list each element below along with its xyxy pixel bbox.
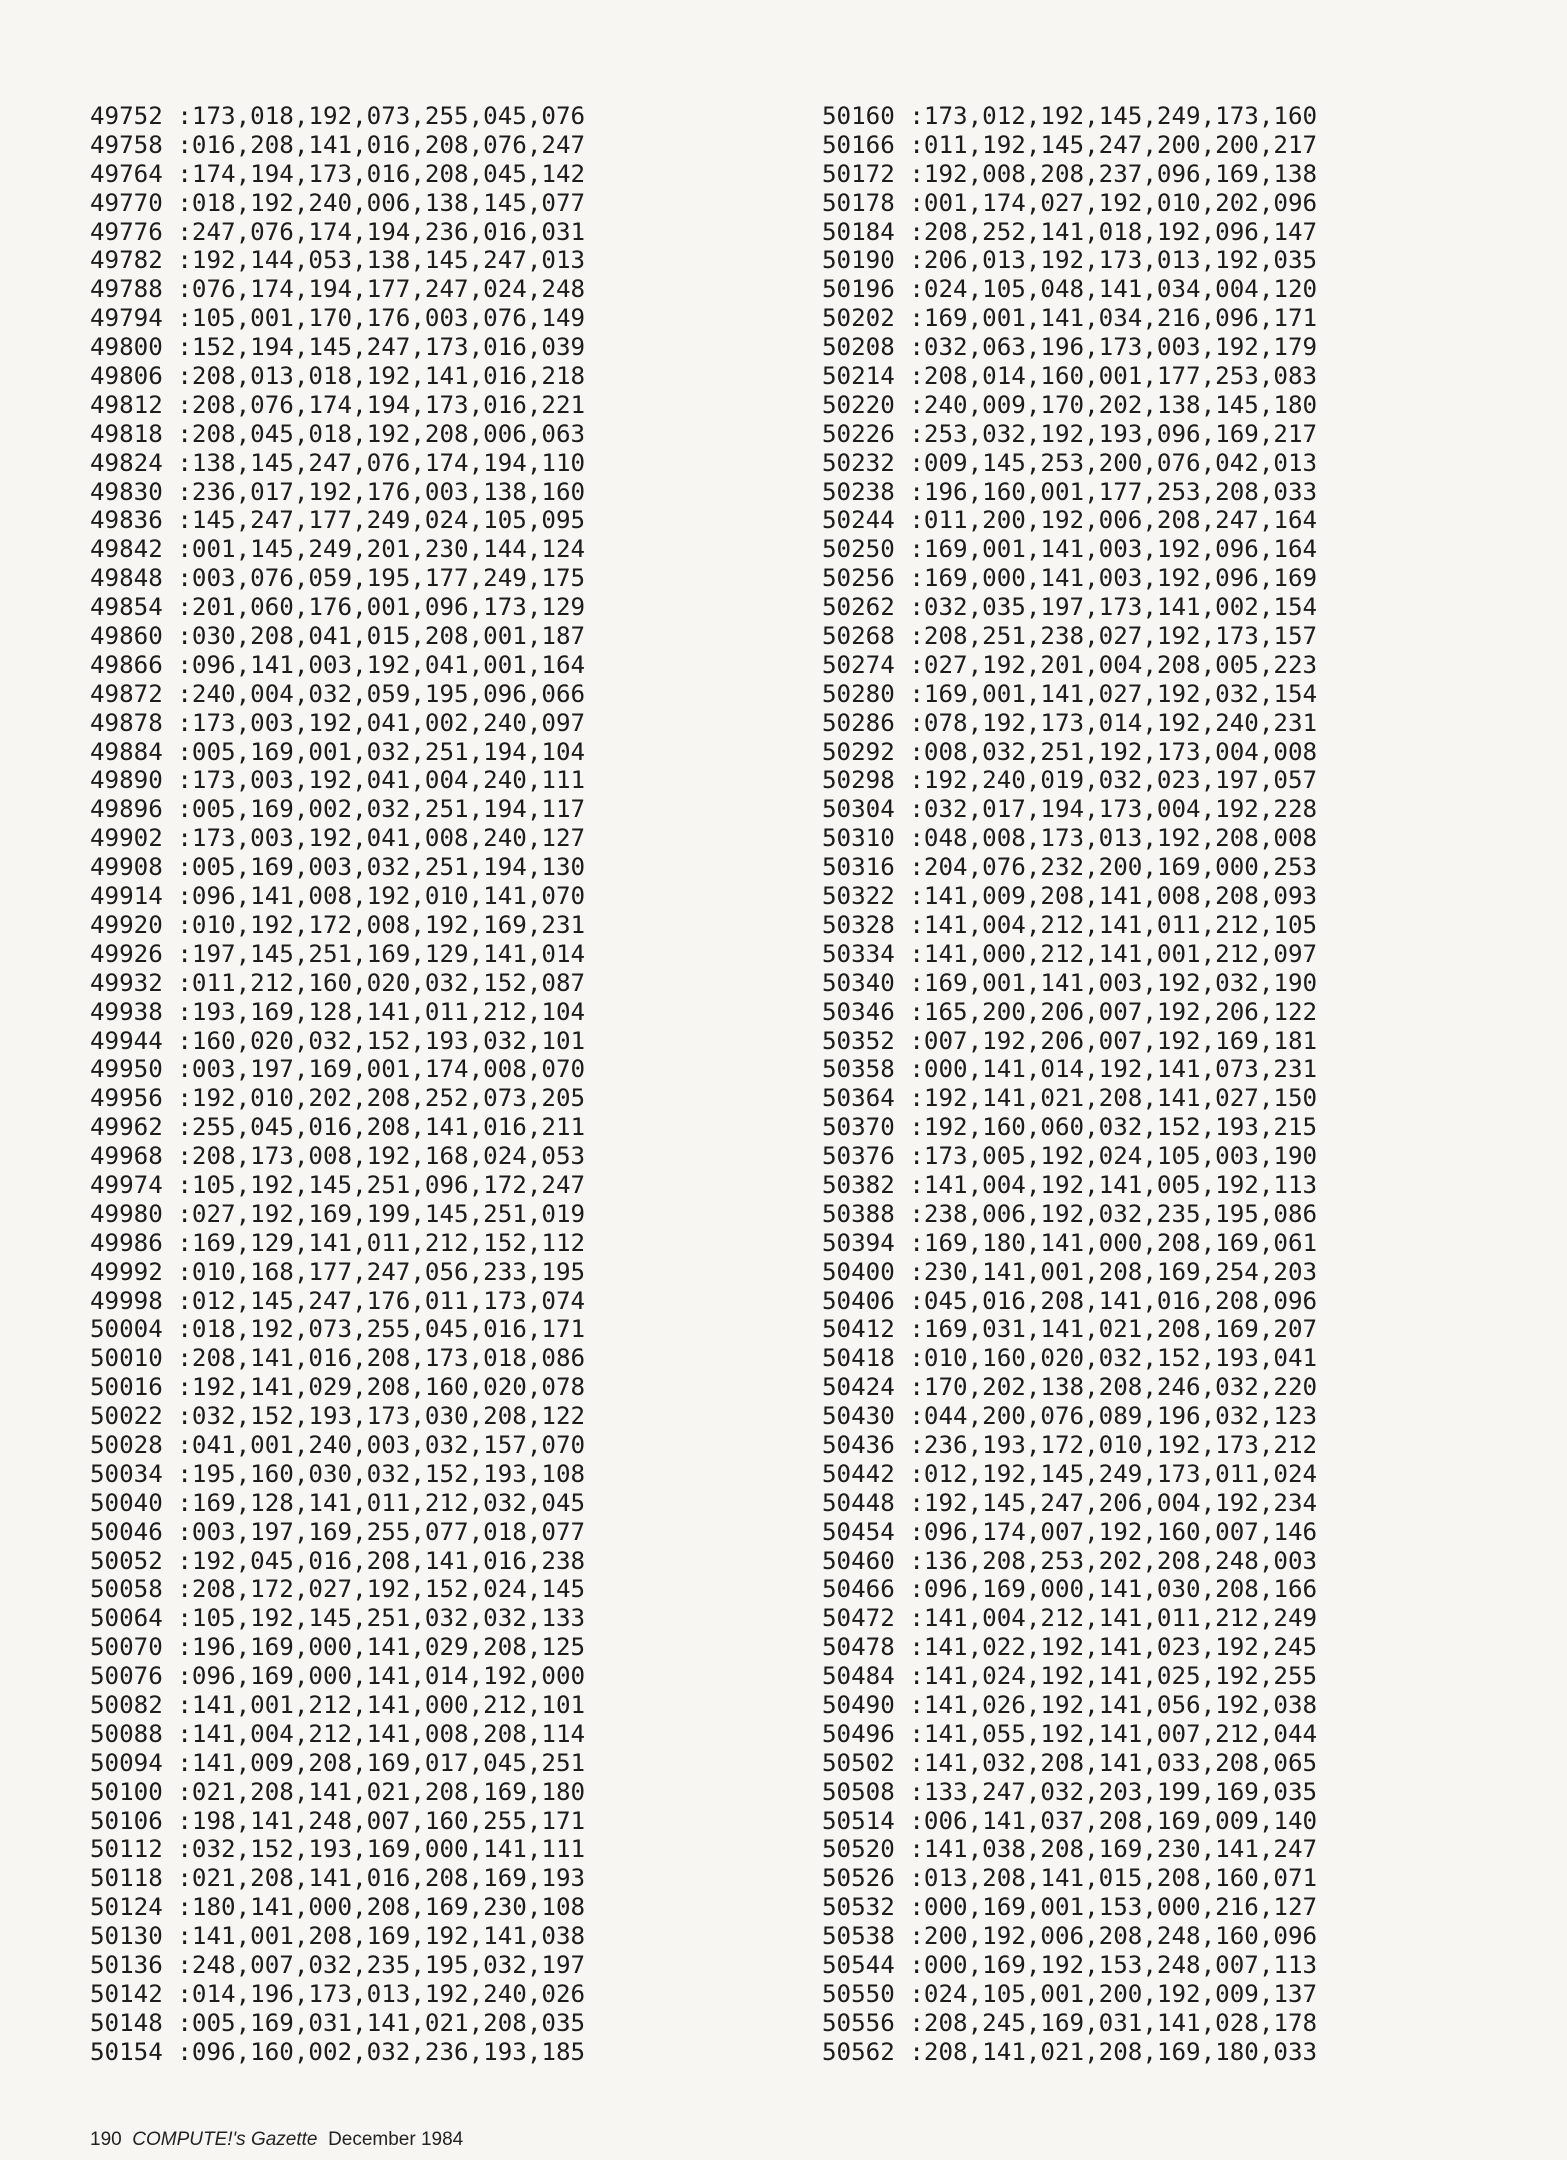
listing-line: 50124 :180,141,000,208,169,230,108	[90, 1893, 586, 1922]
listing-line: 50442 :012,192,145,249,173,011,024	[822, 1459, 1318, 1488]
listing-line: 50514 :006,141,037,208,169,009,140	[822, 1806, 1318, 1835]
listing-line: 49956 :192,010,202,208,252,073,205	[90, 1084, 586, 1113]
listing-line: 49806 :208,013,018,192,141,016,218	[90, 362, 586, 391]
listing-line: 50484 :141,024,192,141,025,192,255	[822, 1662, 1318, 1691]
listing-line: 50424 :170,202,138,208,246,032,220	[822, 1373, 1318, 1402]
listing-line: 50088 :141,004,212,141,008,208,114	[90, 1719, 586, 1748]
listing-line: 50466 :096,169,000,141,030,208,166	[822, 1575, 1318, 1604]
listing-line: 49896 :005,169,002,032,251,194,117	[90, 795, 586, 824]
listing-line: 49830 :236,017,192,176,003,138,160	[90, 477, 586, 506]
listing-line: 49848 :003,076,059,195,177,249,175	[90, 564, 586, 593]
listing-line: 49902 :173,003,192,041,008,240,127	[90, 824, 586, 853]
listing-line: 50322 :141,009,208,141,008,208,093	[822, 882, 1318, 911]
listing-line: 49776 :247,076,174,194,236,016,031	[90, 217, 586, 246]
listing-line: 50298 :192,240,019,032,023,197,057	[822, 766, 1318, 795]
listing-line: 50562 :208,141,021,208,169,180,033	[822, 2037, 1318, 2066]
listing-line: 50112 :032,152,193,169,000,141,111	[90, 1835, 586, 1864]
listing-line: 50538 :200,192,006,208,248,160,096	[822, 1922, 1318, 1951]
listing-line: 50178 :001,174,027,192,010,202,096	[822, 188, 1318, 217]
listing-line: 49794 :105,001,170,176,003,076,149	[90, 304, 586, 333]
listing-line: 50400 :230,141,001,208,169,254,203	[822, 1257, 1318, 1286]
listing-line: 50472 :141,004,212,141,011,212,249	[822, 1604, 1318, 1633]
listing-line: 50556 :208,245,169,031,141,028,178	[822, 2008, 1318, 2037]
listing-line: 49860 :030,208,041,015,208,001,187	[90, 622, 586, 651]
listing-line: 50130 :141,001,208,169,192,141,038	[90, 1922, 586, 1951]
listing-line: 49854 :201,060,176,001,096,173,129	[90, 593, 586, 622]
listing-line: 50142 :014,196,173,013,192,240,026	[90, 1979, 586, 2008]
listing-line: 50208 :032,063,196,173,003,192,179	[822, 333, 1318, 362]
listing-line: 50220 :240,009,170,202,138,145,180	[822, 390, 1318, 419]
listing-line: 49800 :152,194,145,247,173,016,039	[90, 333, 586, 362]
listing-line: 50262 :032,035,197,173,141,002,154	[822, 593, 1318, 622]
listing-line: 50526 :013,208,141,015,208,160,071	[822, 1864, 1318, 1893]
listing-line: 50244 :011,200,192,006,208,247,164	[822, 506, 1318, 535]
listing-line: 50448 :192,145,247,206,004,192,234	[822, 1488, 1318, 1517]
listing-line: 49764 :174,194,173,016,208,045,142	[90, 159, 586, 188]
magazine-title: COMPUTE!'s Gazette	[132, 2129, 318, 2150]
listing-line: 50418 :010,160,020,032,152,193,041	[822, 1344, 1318, 1373]
listing-line: 50148 :005,169,031,141,021,208,035	[90, 2008, 586, 2037]
listing-line: 50280 :169,001,141,027,192,032,154	[822, 679, 1318, 708]
listing-line: 49824 :138,145,247,076,174,194,110	[90, 448, 586, 477]
listing-line: 50340 :169,001,141,003,192,032,190	[822, 968, 1318, 997]
listing-line: 50118 :021,208,141,016,208,169,193	[90, 1864, 586, 1893]
listing-line: 49974 :105,192,145,251,096,172,247	[90, 1170, 586, 1199]
listing-line: 50502 :141,032,208,141,033,208,065	[822, 1748, 1318, 1777]
listing-line: 50304 :032,017,194,173,004,192,228	[822, 795, 1318, 824]
listing-line: 50364 :192,141,021,208,141,027,150	[822, 1084, 1318, 1113]
listing-line: 49980 :027,192,169,199,145,251,019	[90, 1199, 586, 1228]
listing-line: 50022 :032,152,193,173,030,208,122	[90, 1402, 586, 1431]
listing-line: 50550 :024,105,001,200,192,009,137	[822, 1979, 1318, 2008]
listing-line: 50268 :208,251,238,027,192,173,157	[822, 622, 1318, 651]
listing-line: 50196 :024,105,048,141,034,004,120	[822, 275, 1318, 304]
listing-line: 50478 :141,022,192,141,023,192,245	[822, 1633, 1318, 1662]
listing-line: 50040 :169,128,141,011,212,032,045	[90, 1488, 586, 1517]
listing-line: 49866 :096,141,003,192,041,001,164	[90, 650, 586, 679]
listing-line: 50460 :136,208,253,202,208,248,003	[822, 1546, 1318, 1575]
listing-line: 50430 :044,200,076,089,196,032,123	[822, 1402, 1318, 1431]
listing-line: 50238 :196,160,001,177,253,208,033	[822, 477, 1318, 506]
listing-line: 50346 :165,200,206,007,192,206,122	[822, 997, 1318, 1026]
listing-line: 50532 :000,169,001,153,000,216,127	[822, 1893, 1318, 1922]
listing-line: 50184 :208,252,141,018,192,096,147	[822, 217, 1318, 246]
listing-line: 49998 :012,145,247,176,011,173,074	[90, 1286, 586, 1315]
listing-line: 49962 :255,045,016,208,141,016,211	[90, 1113, 586, 1142]
listing-line: 49986 :169,129,141,011,212,152,112	[90, 1228, 586, 1257]
listing-line: 50100 :021,208,141,021,208,169,180	[90, 1777, 586, 1806]
listing-line: 49836 :145,247,177,249,024,105,095	[90, 506, 586, 535]
page-footer	[90, 2129, 463, 2151]
listing-line: 50544 :000,169,192,153,248,007,113	[822, 1951, 1318, 1979]
listing-line: 49812 :208,076,174,194,173,016,221	[90, 390, 586, 419]
listing-line: 50334 :141,000,212,141,001,212,097	[822, 939, 1318, 968]
listing-line: 50016 :192,141,029,208,160,020,078	[90, 1373, 586, 1402]
listing-line: 50382 :141,004,192,141,005,192,113	[822, 1170, 1318, 1199]
listing-column-left	[90, 102, 585, 2067]
listing-line: 50004 :018,192,073,255,045,016,171	[90, 1315, 586, 1344]
listing-line: 49752 :173,018,192,073,255,045,076	[90, 102, 586, 130]
listing-line: 50376 :173,005,192,024,105,003,190	[822, 1142, 1318, 1171]
listing-line: 50046 :003,197,169,255,077,018,077	[90, 1517, 586, 1546]
listing-line: 50316 :204,076,232,200,169,000,253	[822, 853, 1318, 882]
listing-line: 50310 :048,008,173,013,192,208,008	[822, 824, 1318, 853]
listing-line: 49788 :076,174,194,177,247,024,248	[90, 275, 586, 304]
listing-line: 50094 :141,009,208,169,017,045,251	[90, 1748, 586, 1777]
listing-line: 49878 :173,003,192,041,002,240,097	[90, 708, 586, 737]
listing-line: 50256 :169,000,141,003,192,096,169	[822, 564, 1318, 593]
listing-line: 50154 :096,160,002,032,236,193,185	[90, 2037, 586, 2066]
listing-line: 50520 :141,038,208,169,230,141,247	[822, 1835, 1318, 1864]
listing-line: 50226 :253,032,192,193,096,169,217	[822, 419, 1318, 448]
listing-line: 50136 :248,007,032,235,195,032,197	[90, 1951, 586, 1979]
listing-line: 50058 :208,172,027,192,152,024,145	[90, 1575, 586, 1604]
listing-line: 49920 :010,192,172,008,192,169,231	[90, 910, 586, 939]
listing-line: 49950 :003,197,169,001,174,008,070	[90, 1055, 586, 1084]
listing-line: 50064 :105,192,145,251,032,032,133	[90, 1604, 586, 1633]
listing-line: 49758 :016,208,141,016,208,076,247	[90, 130, 586, 159]
listing-line: 50172 :192,008,208,237,096,169,138	[822, 159, 1318, 188]
listing-line: 50412 :169,031,141,021,208,169,207	[822, 1315, 1318, 1344]
listing-line: 50250 :169,001,141,003,192,096,164	[822, 535, 1318, 564]
listing-line: 50076 :096,169,000,141,014,192,000	[90, 1662, 586, 1691]
listing-line: 50166 :011,192,145,247,200,200,217	[822, 130, 1318, 159]
listing-line: 50352 :007,192,206,007,192,169,181	[822, 1026, 1318, 1055]
listing-line: 49782 :192,144,053,138,145,247,013	[90, 246, 586, 275]
listing-line: 50160 :173,012,192,145,249,173,160	[822, 102, 1318, 130]
listing-line: 49872 :240,004,032,059,195,096,066	[90, 679, 586, 708]
listing-line: 49770 :018,192,240,006,138,145,077	[90, 188, 586, 217]
listing-line: 50490 :141,026,192,141,056,192,038	[822, 1690, 1318, 1719]
listing-line: 50508 :133,247,032,203,199,169,035	[822, 1777, 1318, 1806]
listing-line: 50394 :169,180,141,000,208,169,061	[822, 1228, 1318, 1257]
listing-line: 50070 :196,169,000,141,029,208,125	[90, 1633, 586, 1662]
issue-date: December 1984	[328, 2129, 464, 2150]
listing-line: 50328 :141,004,212,141,011,212,105	[822, 910, 1318, 939]
listing-line: 49944 :160,020,032,152,193,032,101	[90, 1026, 586, 1055]
listing-line: 49908 :005,169,003,032,251,194,130	[90, 853, 586, 882]
listing-line: 49914 :096,141,008,192,010,141,070	[90, 882, 586, 911]
listing-line: 49884 :005,169,001,032,251,194,104	[90, 737, 586, 766]
listing-line: 50082 :141,001,212,141,000,212,101	[90, 1690, 586, 1719]
listing-line: 49968 :208,173,008,192,168,024,053	[90, 1142, 586, 1171]
listing-line: 49992 :010,168,177,247,056,233,195	[90, 1257, 586, 1286]
listing-line: 50436 :236,193,172,010,192,173,212	[822, 1430, 1318, 1459]
listing-line: 50028 :041,001,240,003,032,157,070	[90, 1430, 586, 1459]
listing-line: 50406 :045,016,208,141,016,208,096	[822, 1286, 1318, 1315]
listing-line: 49818 :208,045,018,192,208,006,063	[90, 419, 586, 448]
listing-line: 50106 :198,141,248,007,160,255,171	[90, 1806, 586, 1835]
listing-line: 49932 :011,212,160,020,032,152,087	[90, 968, 586, 997]
page-number: 190	[90, 2129, 122, 2150]
listing-line: 50370 :192,160,060,032,152,193,215	[822, 1113, 1318, 1142]
listing-line: 50358 :000,141,014,192,141,073,231	[822, 1055, 1318, 1084]
listing-line: 50052 :192,045,016,208,141,016,238	[90, 1546, 586, 1575]
listing-line: 49842 :001,145,249,201,230,144,124	[90, 535, 586, 564]
listing-line: 49890 :173,003,192,041,004,240,111	[90, 766, 586, 795]
listing-line: 50202 :169,001,141,034,216,096,171	[822, 304, 1318, 333]
listing-line: 50214 :208,014,160,001,177,253,083	[822, 362, 1318, 391]
listing-line: 50496 :141,055,192,141,007,212,044	[822, 1719, 1318, 1748]
listing-line: 49938 :193,169,128,141,011,212,104	[90, 997, 586, 1026]
listing-line: 49926 :197,145,251,169,129,141,014	[90, 939, 586, 968]
listing-line: 50454 :096,174,007,192,160,007,146	[822, 1517, 1318, 1546]
listing-line: 50388 :238,006,192,032,235,195,086	[822, 1199, 1318, 1228]
listing-line: 50274 :027,192,201,004,208,005,223	[822, 650, 1318, 679]
listing-line: 50292 :008,032,251,192,173,004,008	[822, 737, 1318, 766]
listing-line: 50286 :078,192,173,014,192,240,231	[822, 708, 1318, 737]
listing-line: 50232 :009,145,253,200,076,042,013	[822, 448, 1318, 477]
listing-line: 50190 :206,013,192,173,013,192,035	[822, 246, 1318, 275]
listing-line: 50034 :195,160,030,032,152,193,108	[90, 1459, 586, 1488]
listing-line: 50010 :208,141,016,208,173,018,086	[90, 1344, 586, 1373]
listing-column-right	[822, 102, 1317, 2067]
